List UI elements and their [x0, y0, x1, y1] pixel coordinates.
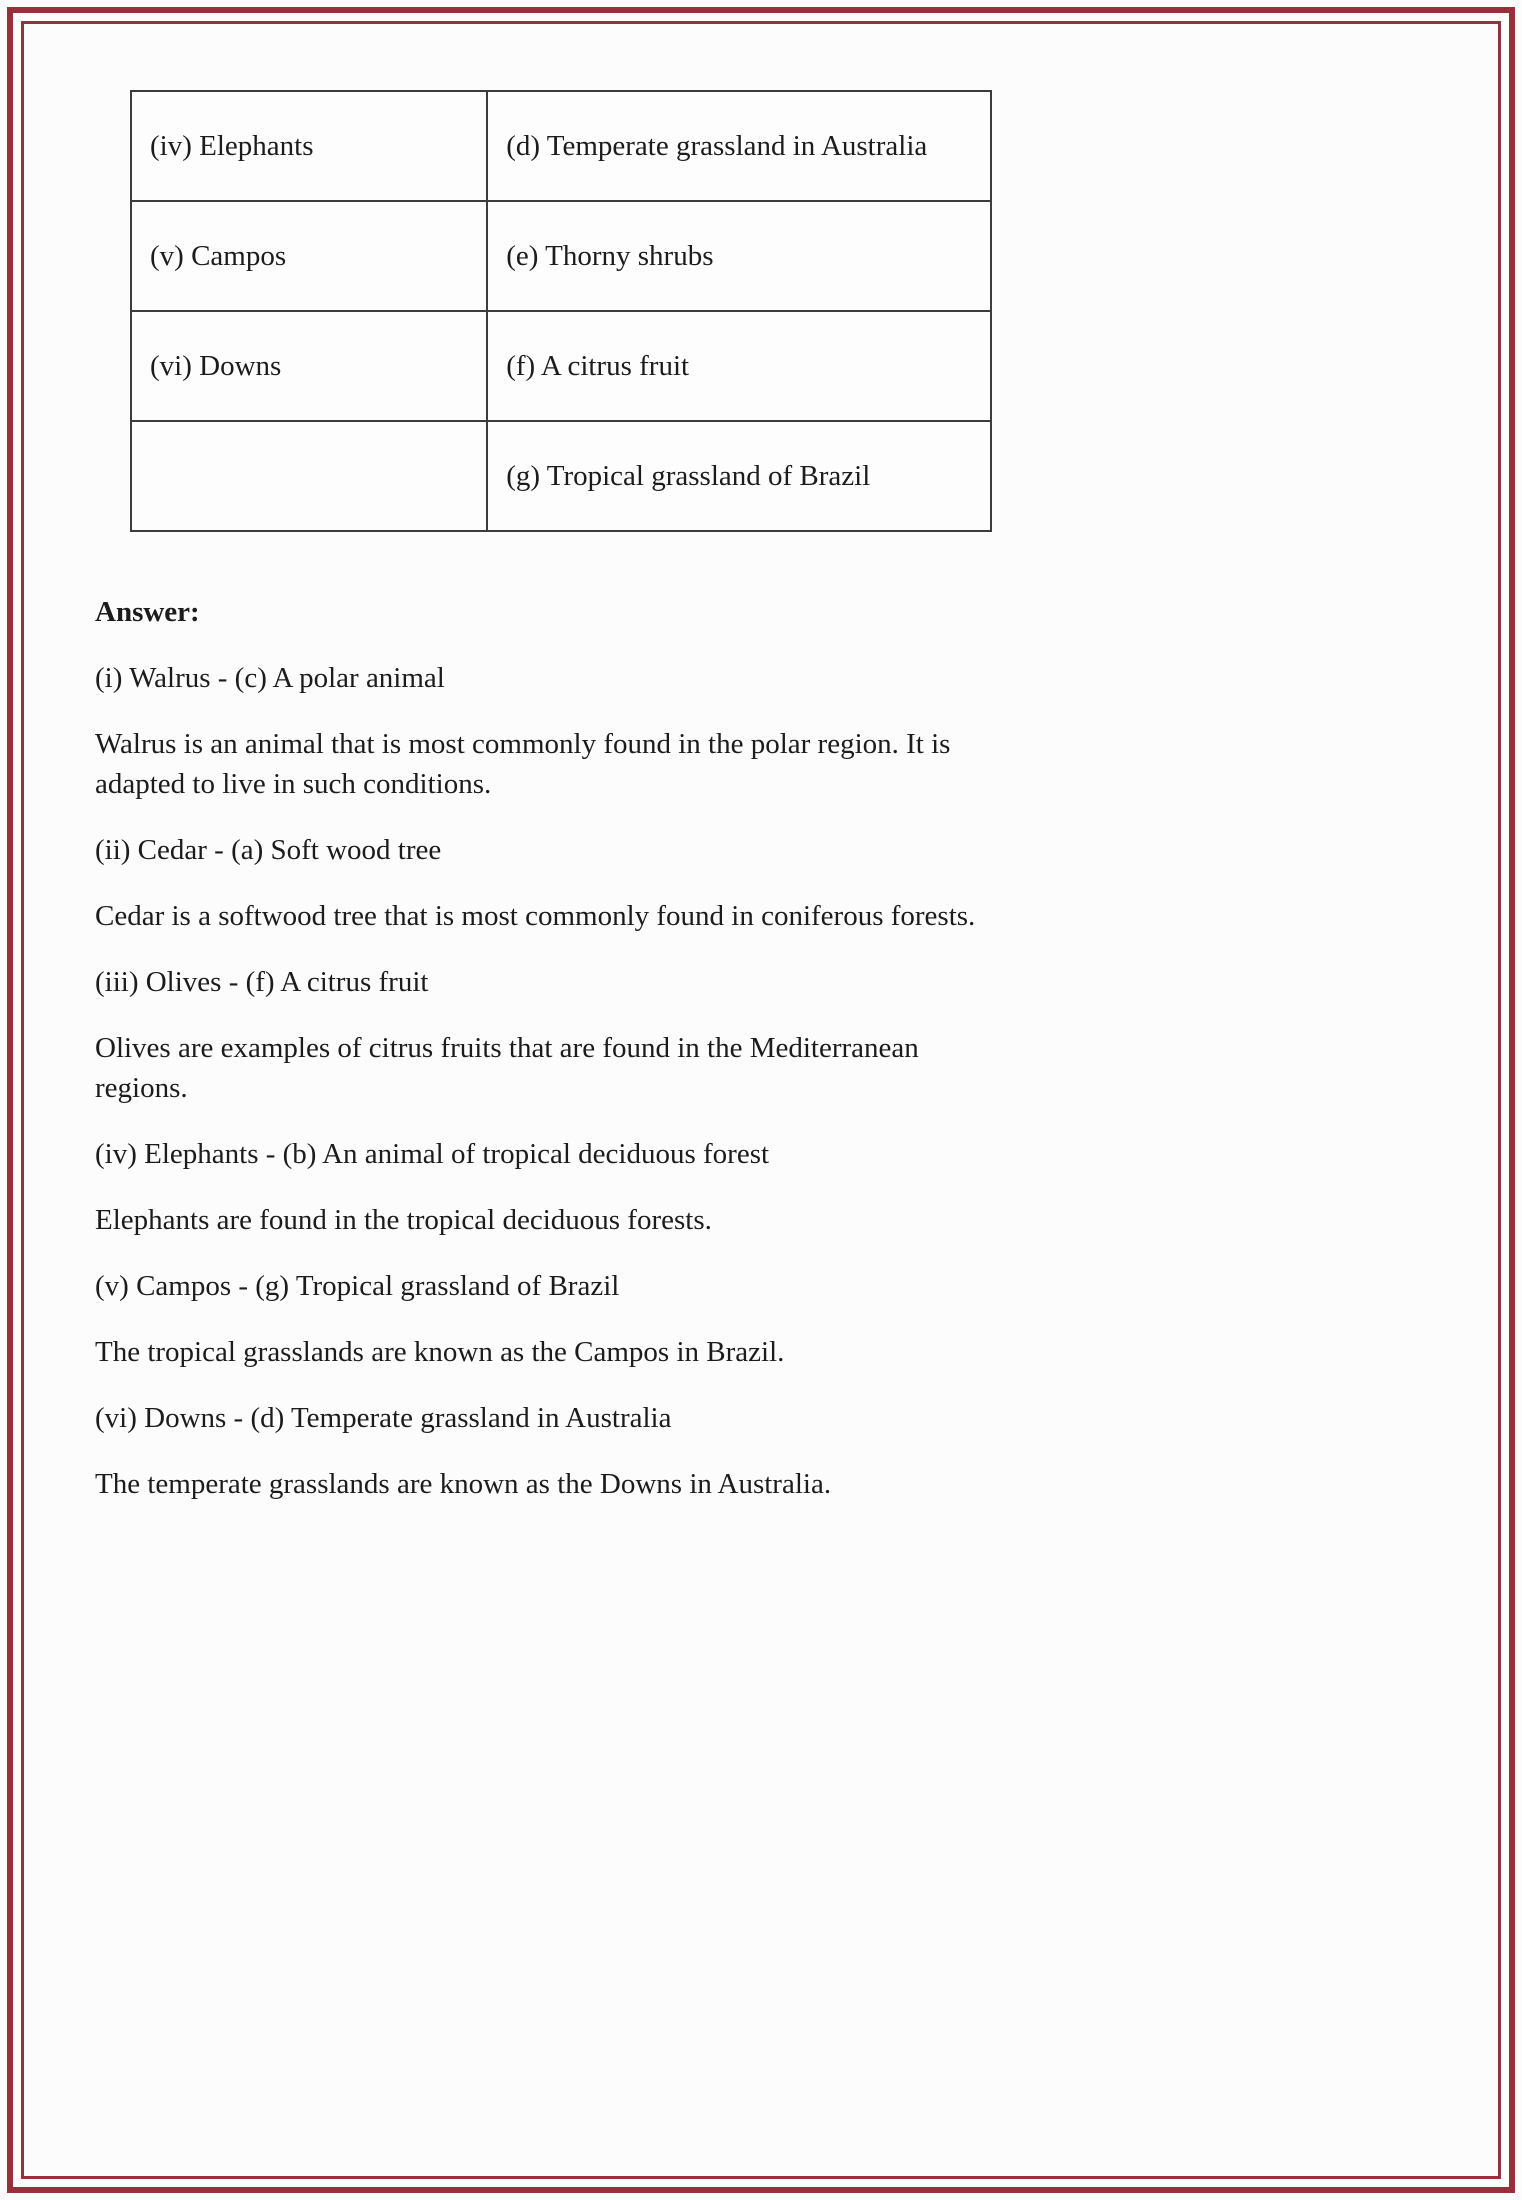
- answer-section: [95, 592, 1015, 1504]
- table-row: [131, 311, 991, 421]
- explanation-text: The temperate grasslands are known as the Downs in Australia.: [95, 1468, 832, 1501]
- answer-item: [95, 1134, 1015, 1240]
- table-cell-item: (vi) Downs: [131, 311, 487, 421]
- answer-item: [95, 830, 1015, 936]
- answer-heading: Answer:: [95, 596, 200, 628]
- table-row: [131, 201, 991, 311]
- answer-item: [95, 658, 1015, 804]
- table-cell-option: (e) Thorny shrubs: [487, 201, 991, 311]
- answer-item: [95, 962, 1015, 1108]
- match-line: (iv) Elephants - (b) An animal of tropical deciduous forest: [95, 1138, 770, 1171]
- table-cell-option: (f) A citrus fruit: [487, 311, 991, 421]
- explanation-text: The tropical grasslands are known as the Campos in Brazil.: [95, 1336, 785, 1369]
- explanation-text: Elephants are found in the tropical deciduous forests.: [95, 1204, 712, 1237]
- match-line: (i) Walrus - (c) A polar animal: [95, 662, 445, 695]
- match-line: (ii) Cedar - (a) Soft wood tree: [95, 834, 442, 867]
- table-cell-option: (d) Temperate grassland in Australia: [487, 91, 991, 201]
- table-cell-option: (g) Tropical grassland of Brazil: [487, 421, 991, 531]
- matching-table: [130, 90, 992, 532]
- answer-item: [95, 1398, 1015, 1504]
- explanation-text: Walrus is an animal that is most commonly found in the polar region. It is adapted to live in such conditions.: [95, 728, 951, 801]
- table-row: [131, 421, 991, 531]
- match-line: (iii) Olives - (f) A citrus fruit: [95, 966, 429, 999]
- explanation-text: Olives are examples of citrus fruits that are found in the Mediterranean regions.: [95, 1032, 919, 1105]
- match-line: (vi) Downs - (d) Temperate grassland in Australia: [95, 1402, 672, 1435]
- match-line: (v) Campos - (g) Tropical grassland of Brazil: [95, 1270, 620, 1303]
- answer-item: [95, 1266, 1015, 1372]
- table-cell-item: (iv) Elephants: [131, 91, 487, 201]
- table-cell-item: [131, 421, 487, 531]
- table-cell-item: (v) Campos: [131, 201, 487, 311]
- explanation-text: Cedar is a softwood tree that is most commonly found in coniferous forests.: [95, 900, 976, 933]
- table-row: [131, 91, 991, 201]
